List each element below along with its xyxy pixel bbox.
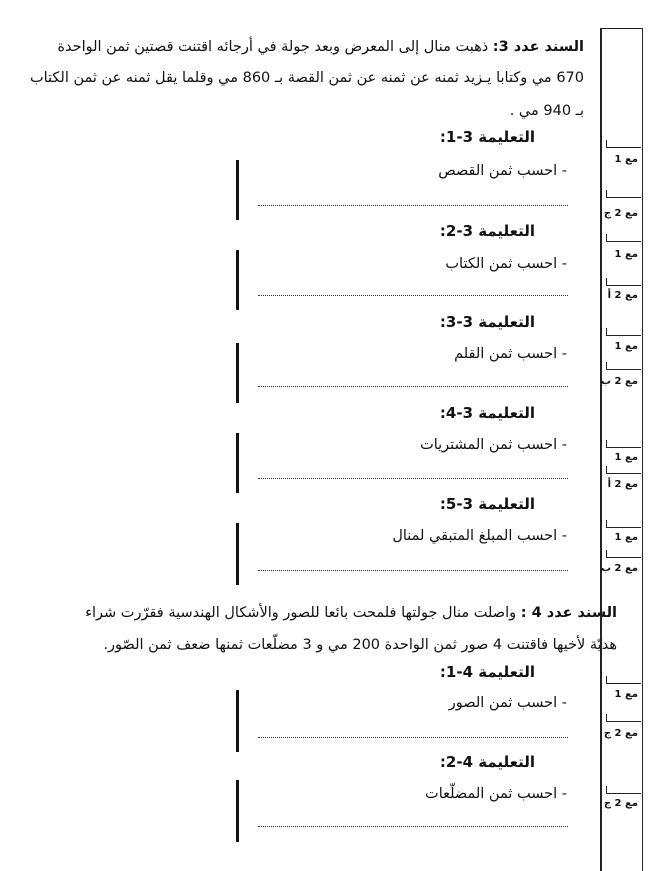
answer-margin-bar <box>236 433 239 493</box>
task-3-2-text: - احسب ثمن الكتاب <box>445 256 567 272</box>
grade-box <box>606 140 641 148</box>
grading-column-top <box>602 28 642 29</box>
task-3-2-title: التعليمة 3-2: <box>439 222 535 240</box>
grade-mark: مع 2 أ <box>607 479 638 490</box>
task-4-1-title: التعليمة 4-1: <box>439 663 535 681</box>
grade-box <box>606 190 641 198</box>
grade-mark: مع 1 <box>614 532 638 543</box>
section3-text1: ذهبت منال إلى المعرض وبعد جولة في أرجائه اقتنت قصتين ثمن الواحدة <box>57 39 489 55</box>
task-4-2-answer-line[interactable] <box>258 826 568 827</box>
task-4-2-title: التعليمة 4-2: <box>439 753 535 771</box>
grade-box <box>606 550 641 558</box>
grade-box <box>606 234 641 242</box>
task-3-2-answer-line[interactable] <box>258 295 568 296</box>
task-3-5-title: التعليمة 3-5: <box>439 495 535 513</box>
task-3-4-text: - احسب ثمن المشتريات <box>420 437 567 453</box>
grade-mark: مع 2 ج <box>603 728 638 739</box>
task-3-1-title: التعليمة 3-1: <box>439 128 535 146</box>
grade-mark: مع 2 أ <box>607 290 638 301</box>
answer-margin-bar <box>236 343 239 403</box>
task-3-3-title: التعليمة 3-3: <box>439 313 535 331</box>
section3-heading: السند عدد 3: <box>492 39 584 55</box>
grade-box <box>606 466 641 474</box>
grade-box <box>606 786 641 794</box>
grade-mark: مع 1 <box>614 154 638 165</box>
answer-margin-bar <box>236 250 239 310</box>
grade-mark: مع 2 ب <box>600 376 638 387</box>
section4-line1 <box>37 598 617 629</box>
task-3-3-answer-line[interactable] <box>258 386 568 387</box>
answer-margin-bar <box>236 523 239 585</box>
grade-mark: مع 1 <box>614 452 638 463</box>
section3-line1 <box>24 32 584 63</box>
grade-mark: مع 2 ب <box>600 563 638 574</box>
task-3-3-text: - احسب ثمن القلم <box>454 346 567 362</box>
grade-box <box>606 440 641 448</box>
task-3-5-answer-line[interactable] <box>258 570 568 571</box>
answer-margin-bar <box>236 780 239 842</box>
grade-mark: مع 1 <box>614 249 638 260</box>
answer-margin-bar <box>236 160 239 220</box>
section3-line3: بـ 940 مي . <box>509 103 584 119</box>
task-4-1-answer-line[interactable] <box>258 737 568 738</box>
grade-box <box>606 278 641 286</box>
section3-line2: 670 مي وكتابا يـزيد ثمنه عن ثمنه عن ثمن القصة بـ 860 مي وقلما يقل ثمنه عن ثمن الكتاب <box>29 70 584 86</box>
task-4-1-text: - احسب ثمن الصور <box>448 695 567 711</box>
grade-mark: مع 1 <box>614 689 638 700</box>
grade-mark: مع 2 ج <box>603 208 638 219</box>
grade-box <box>606 714 641 722</box>
task-3-4-title: التعليمة 3-4: <box>439 404 535 422</box>
task-4-2-text: - احسب ثمن المضلّعات <box>425 786 567 802</box>
answer-margin-bar <box>236 690 239 752</box>
section4-heading: السند عدد 4 : <box>520 605 617 621</box>
grade-mark: مع 2 ج <box>603 798 638 809</box>
grade-box <box>606 676 641 684</box>
grade-box <box>606 328 641 336</box>
section4-text1: واصلت منال جولتها فلمحت بائعا للصور والأشكال الهندسية فقرّرت شراء <box>85 605 517 621</box>
grade-mark: مع 1 <box>614 341 638 352</box>
section4-line2: هديّة لأخيها فاقتنت 4 صور ثمن الواحدة 200 مي و 3 مضلّعات ثمنها ضعف ثمن الصّور. <box>103 637 617 653</box>
grade-box <box>606 520 641 528</box>
task-3-1-text: - احسب ثمن القصص <box>438 163 567 179</box>
task-3-5-text: - احسب المبلغ المتبقي لمنال <box>392 528 567 544</box>
grade-box <box>606 362 641 370</box>
task-3-4-answer-line[interactable] <box>258 478 568 479</box>
task-3-1-answer-line[interactable] <box>258 205 568 206</box>
